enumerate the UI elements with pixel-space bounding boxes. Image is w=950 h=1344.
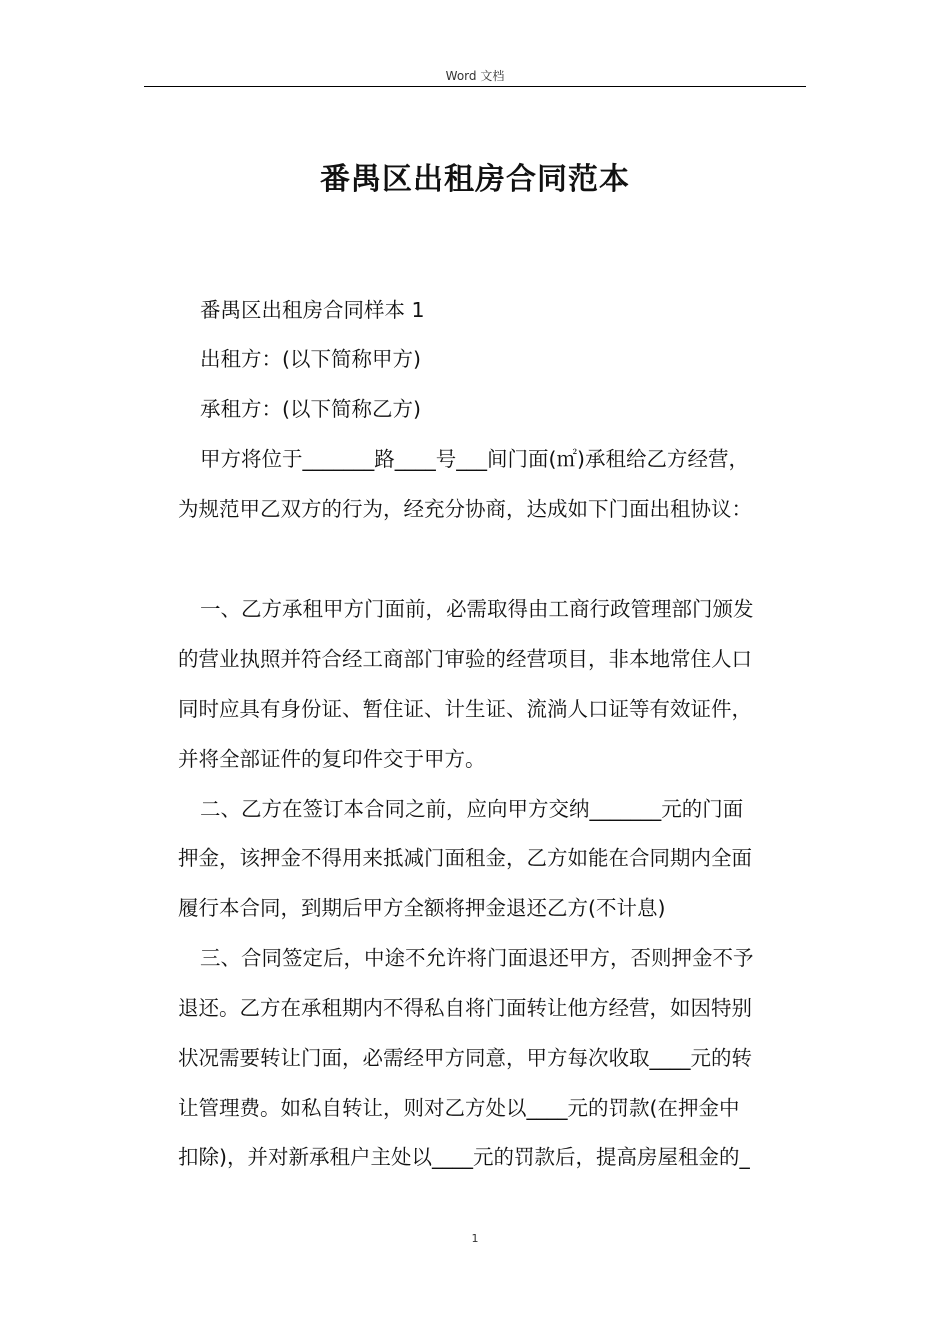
body-line: 扣除)，并对新承租户主处以____元的罚款后，提高房屋租金的_	[178, 1145, 750, 1169]
body-line: 甲方将位于_______路____号___间门面(㎡)承租给乙方经营，	[200, 447, 749, 471]
body-line: 三、合同签定后，中途不允许将门面退还甲方，否则押金不予	[200, 946, 754, 970]
body-line: 的营业执照并符合经工商部门审验的经营项目，非本地常住人口	[178, 647, 752, 671]
body-line: 出租方：(以下简称甲方)	[200, 347, 421, 371]
body-line: 为规范甲乙双方的行为，经充分协商，达成如下门面出租协议：	[178, 497, 752, 521]
body-line: 二、乙方在签订本合同之前，应向甲方交纳_______元的门面	[200, 797, 744, 821]
body-line: 番禺区出租房合同样本 1	[200, 298, 425, 322]
body-line: 退还。乙方在承租期内不得私自将门面转让他方经营，如因特别	[178, 996, 752, 1020]
body-line: 一、乙方承租甲方门面前，必需取得由工商行政管理部门颁发	[200, 597, 754, 621]
body-line: 同时应具有身份证、暂住证、计生证、流淌人口证等有效证件，	[178, 697, 752, 721]
page-number: 1	[471, 1232, 479, 1245]
body-line: 履行本合同，到期后甲方全额将押金退还乙方(不计息)	[178, 896, 666, 920]
body-line: 状况需要转让门面，必需经甲方同意，甲方每次收取____元的转	[178, 1046, 752, 1070]
header-rule	[144, 86, 806, 87]
body-line: 承租方：(以下简称乙方)	[200, 397, 421, 421]
body-line: 押金，该押金不得用来抵减门面租金，乙方如能在合同期内全面	[178, 846, 752, 870]
document-title: 番禺区出租房合同范本	[320, 162, 630, 197]
body-line: 让管理费。如私自转让，则对乙方处以____元的罚款(在押金中	[178, 1096, 740, 1120]
body-line: 并将全部证件的复印件交于甲方。	[178, 747, 486, 771]
page-header: Word 文档	[445, 69, 505, 83]
